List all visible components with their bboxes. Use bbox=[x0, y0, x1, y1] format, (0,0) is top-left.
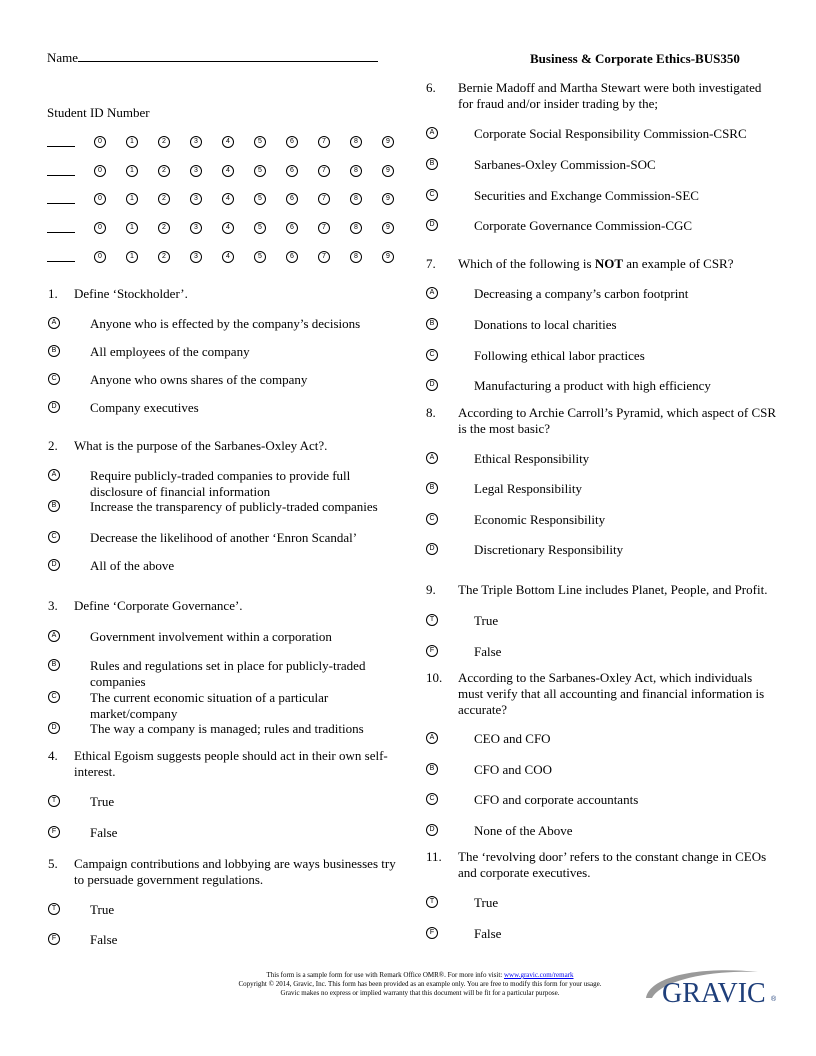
answer-bubble-a[interactable]: A bbox=[48, 630, 60, 642]
question-text: Define ‘Stockholder’. bbox=[74, 286, 188, 301]
answer-option-text: Donations to local charities bbox=[474, 317, 617, 332]
student-id-bubble[interactable]: 8 bbox=[350, 222, 362, 234]
student-id-write-line[interactable] bbox=[47, 146, 75, 147]
student-id-bubble[interactable]: 8 bbox=[350, 136, 362, 148]
student-id-bubble[interactable]: 0 bbox=[94, 165, 106, 177]
answer-bubble-c[interactable]: C bbox=[426, 189, 438, 201]
footer-line-2: Copyright © 2014, Gravic, Inc. This form has been provided as an example only. You are free to modify this form for your usage. bbox=[238, 980, 602, 988]
answer-bubble-t[interactable]: T bbox=[48, 903, 60, 915]
answer-bubble-t[interactable]: T bbox=[426, 896, 438, 908]
footer-link[interactable]: www.gravic.com/remark bbox=[503, 971, 574, 979]
student-id-bubble[interactable]: 8 bbox=[350, 165, 362, 177]
answer-option-text: False bbox=[474, 926, 502, 941]
student-id-bubble[interactable]: 0 bbox=[94, 251, 106, 263]
answer-option-text: All of the above bbox=[90, 558, 175, 573]
student-id-bubble[interactable]: 9 bbox=[382, 193, 394, 205]
student-id-bubble[interactable]: 4 bbox=[222, 136, 234, 148]
student-id-bubble[interactable]: 3 bbox=[190, 165, 202, 177]
student-id-bubble[interactable]: 1 bbox=[126, 251, 138, 263]
answer-option-text: CEO and CFO bbox=[474, 731, 551, 746]
student-id-write-line[interactable] bbox=[47, 261, 75, 262]
answer-bubble-d[interactable]: D bbox=[48, 401, 60, 413]
student-id-bubble[interactable]: 6 bbox=[286, 165, 298, 177]
student-id-bubble[interactable]: 5 bbox=[254, 165, 266, 177]
answer-option-text: The current economic situation of a particular market/company bbox=[90, 690, 329, 721]
question-number: 3. bbox=[48, 598, 58, 613]
student-id-bubble[interactable]: 4 bbox=[222, 165, 234, 177]
student-id-write-line[interactable] bbox=[47, 203, 75, 204]
answer-bubble-c[interactable]: C bbox=[426, 793, 438, 805]
answer-option-text: Sarbanes-Oxley Commission-SOC bbox=[474, 157, 656, 172]
answer-option-text: Corporate Social Responsibility Commission-CSRC bbox=[474, 126, 747, 141]
answer-bubble-b[interactable]: B bbox=[426, 482, 438, 494]
answer-option-text: None of the Above bbox=[474, 823, 573, 838]
answer-option-text: Require publicly-traded companies to provide full disclosure of financial information bbox=[90, 468, 351, 499]
student-id-bubble[interactable]: 5 bbox=[254, 222, 266, 234]
question-text: What is the purpose of the Sarbanes-Oxley Act?. bbox=[74, 438, 328, 453]
question-text: According to the Sarbanes-Oxley Act, which individuals must verify that all accounting and financial information is accurate? bbox=[458, 670, 765, 717]
question-text-part: Which of the following is bbox=[458, 256, 595, 271]
answer-option-text: Following ethical labor practices bbox=[474, 348, 645, 363]
student-id-bubble[interactable]: 1 bbox=[126, 165, 138, 177]
answer-option-text: Corporate Governance Commission-CGC bbox=[474, 218, 693, 233]
answer-option-text: The way a company is managed; rules and traditions bbox=[90, 721, 364, 736]
answer-option-text: Anyone who is effected by the company’s decisions bbox=[90, 316, 361, 331]
answer-option-text: Increase the transparency of publicly-traded companies bbox=[90, 499, 378, 514]
answer-bubble-b[interactable]: B bbox=[48, 345, 60, 357]
answer-option-text: False bbox=[90, 825, 118, 840]
student-id-bubble[interactable]: 2 bbox=[158, 251, 170, 263]
answer-option-text: CFO and COO bbox=[474, 762, 553, 777]
student-id-bubble[interactable]: 6 bbox=[286, 222, 298, 234]
answer-bubble-b[interactable]: B bbox=[48, 659, 60, 671]
student-id-bubble[interactable]: 9 bbox=[382, 136, 394, 148]
answer-option-text: True bbox=[474, 895, 499, 910]
answer-bubble-f[interactable]: F bbox=[48, 826, 60, 838]
footer-text-1: This form is a sample form for use with Remark Office OMR®. For more info visit: bbox=[266, 971, 504, 979]
course-title: Business & Corporate Ethics-BUS350 bbox=[530, 51, 740, 66]
answer-bubble-d[interactable]: D bbox=[426, 379, 438, 391]
answer-bubble-d[interactable]: D bbox=[426, 824, 438, 836]
student-id-bubble[interactable]: 9 bbox=[382, 222, 394, 234]
student-id-bubble[interactable]: 7 bbox=[318, 193, 330, 205]
answer-option-text: CFO and corporate accountants bbox=[474, 792, 639, 807]
answer-option-text: Securities and Exchange Commission-SEC bbox=[474, 188, 699, 203]
student-id-bubble[interactable]: 5 bbox=[254, 136, 266, 148]
question-number: 2. bbox=[48, 438, 58, 453]
answer-bubble-t[interactable]: T bbox=[426, 614, 438, 626]
answer-bubble-a[interactable]: A bbox=[426, 452, 438, 464]
question-number: 10. bbox=[426, 670, 443, 685]
student-id-bubble[interactable]: 6 bbox=[286, 251, 298, 263]
answer-option-text: All employees of the company bbox=[90, 344, 250, 359]
question-number: 1. bbox=[48, 286, 58, 301]
student-id-bubble[interactable]: 0 bbox=[94, 193, 106, 205]
answer-bubble-c[interactable]: C bbox=[426, 349, 438, 361]
student-id-bubble[interactable]: 2 bbox=[158, 136, 170, 148]
student-id-bubble[interactable]: 7 bbox=[318, 251, 330, 263]
answer-bubble-b[interactable]: B bbox=[426, 763, 438, 775]
footer-line-3: Gravic makes no express or implied warranty that this document will be fit for a particular purpose. bbox=[280, 989, 560, 997]
student-id-bubble[interactable]: 1 bbox=[126, 193, 138, 205]
student-id-bubble[interactable]: 7 bbox=[318, 222, 330, 234]
answer-option-text: False bbox=[90, 932, 118, 947]
question-number: 5. bbox=[48, 856, 58, 871]
answer-option-text: False bbox=[474, 644, 502, 659]
answer-bubble-a[interactable]: A bbox=[48, 317, 60, 329]
student-id-bubble[interactable]: 4 bbox=[222, 222, 234, 234]
answer-bubble-a[interactable]: A bbox=[426, 732, 438, 744]
answer-option-text: True bbox=[474, 613, 499, 628]
student-id-bubble[interactable]: 9 bbox=[382, 165, 394, 177]
question-number: 7. bbox=[426, 256, 436, 271]
answer-option-text: Discretionary Responsibility bbox=[474, 542, 624, 557]
answer-bubble-d[interactable]: D bbox=[426, 219, 438, 231]
question-emphasis: NOT bbox=[594, 256, 624, 271]
answer-option-text: Company executives bbox=[90, 400, 199, 415]
question-text: According to Archie Carroll’s Pyramid, which aspect of CSR is the most basic? bbox=[458, 405, 777, 436]
question-number: 9. bbox=[426, 582, 436, 597]
name-label: Name bbox=[47, 50, 79, 65]
answer-bubble-f[interactable]: F bbox=[426, 645, 438, 657]
student-id-bubble[interactable]: 5 bbox=[254, 251, 266, 263]
name-field[interactable] bbox=[47, 50, 378, 66]
answer-bubble-d[interactable]: D bbox=[426, 543, 438, 555]
student-id-bubble[interactable]: 4 bbox=[222, 193, 234, 205]
student-id-bubble[interactable]: 4 bbox=[222, 251, 234, 263]
student-id-bubble[interactable]: 2 bbox=[158, 165, 170, 177]
question-number: 11. bbox=[426, 849, 442, 864]
question-text: Bernie Madoff and Martha Stewart were both investigated for fraud and/or insider trading by the; bbox=[458, 80, 762, 111]
answer-option-text: Legal Responsibility bbox=[474, 481, 582, 496]
question-number: 8. bbox=[426, 405, 436, 420]
answer-bubble-d[interactable]: D bbox=[48, 559, 60, 571]
question-text: Ethical Egoism suggests people should act in their own self-interest. bbox=[74, 748, 388, 779]
answer-bubble-t[interactable]: T bbox=[48, 795, 60, 807]
answer-bubble-f[interactable]: F bbox=[48, 933, 60, 945]
student-id-bubble[interactable]: 1 bbox=[126, 136, 138, 148]
answer-option-text: True bbox=[90, 902, 115, 917]
student-id-bubble[interactable]: 3 bbox=[190, 193, 202, 205]
student-id-bubble[interactable]: 1 bbox=[126, 222, 138, 234]
answer-option-text: Manufacturing a product with high efficiency bbox=[474, 378, 711, 393]
student-id-bubble[interactable]: 6 bbox=[286, 136, 298, 148]
answer-bubble-b[interactable]: B bbox=[426, 318, 438, 330]
answer-bubble-b[interactable]: B bbox=[426, 158, 438, 170]
answer-option-text: Anyone who owns shares of the company bbox=[90, 372, 308, 387]
question-text-part: an example of CSR? bbox=[623, 256, 734, 271]
answer-bubble-c[interactable]: C bbox=[48, 373, 60, 385]
student-id-bubble[interactable]: 7 bbox=[318, 136, 330, 148]
logo-registered-mark: ® bbox=[771, 996, 777, 1003]
question-number: 6. bbox=[426, 80, 436, 95]
answer-option-text: Ethical Responsibility bbox=[474, 451, 590, 466]
student-id-bubble[interactable]: 7 bbox=[318, 165, 330, 177]
question-text: Campaign contributions and lobbying are ways businesses try to persuade government regulations. bbox=[74, 856, 396, 887]
footer-line-1 bbox=[160, 971, 680, 980]
question-text: The ‘revolving door’ refers to the constant change in CEOs and corporate executives. bbox=[458, 849, 767, 880]
answer-option-text: Rules and regulations set in place for publicly-traded companies bbox=[90, 658, 366, 689]
student-id-bubble[interactable]: 3 bbox=[190, 136, 202, 148]
name-blank-line bbox=[78, 61, 378, 62]
answer-option-text: Government involvement within a corporation bbox=[90, 629, 332, 644]
logo-text: GRAVIC bbox=[662, 978, 766, 1008]
question-text bbox=[458, 256, 778, 272]
answer-bubble-d[interactable]: D bbox=[48, 722, 60, 734]
student-id-bubble[interactable]: 8 bbox=[350, 251, 362, 263]
student-id-bubble[interactable]: 3 bbox=[190, 222, 202, 234]
student-id-bubble[interactable]: 2 bbox=[158, 193, 170, 205]
student-id-bubble[interactable]: 0 bbox=[94, 222, 106, 234]
student-id-bubble[interactable]: 0 bbox=[94, 136, 106, 148]
gravic-logo bbox=[640, 964, 780, 1008]
answer-bubble-a[interactable]: A bbox=[48, 469, 60, 481]
answer-bubble-c[interactable]: C bbox=[48, 691, 60, 703]
student-id-bubble[interactable]: 8 bbox=[350, 193, 362, 205]
student-id-write-line[interactable] bbox=[47, 175, 75, 176]
student-id-label: Student ID Number bbox=[47, 105, 150, 120]
question-text: The Triple Bottom Line includes Planet, People, and Profit. bbox=[458, 582, 768, 597]
answer-option-text: True bbox=[90, 794, 115, 809]
question-text: Define ‘Corporate Governance’. bbox=[74, 598, 243, 613]
question-number: 4. bbox=[48, 748, 58, 763]
student-id-bubble[interactable]: 5 bbox=[254, 193, 266, 205]
student-id-bubble[interactable]: 2 bbox=[158, 222, 170, 234]
answer-option-text: Economic Responsibility bbox=[474, 512, 606, 527]
student-id-bubble[interactable]: 3 bbox=[190, 251, 202, 263]
answer-bubble-c[interactable]: C bbox=[426, 513, 438, 525]
student-id-bubble[interactable]: 9 bbox=[382, 251, 394, 263]
answer-bubble-c[interactable]: C bbox=[48, 531, 60, 543]
answer-bubble-a[interactable]: A bbox=[426, 287, 438, 299]
answer-bubble-a[interactable]: A bbox=[426, 127, 438, 139]
answer-option-text: Decrease the likelihood of another ‘Enron Scandal’ bbox=[90, 530, 358, 545]
student-id-bubble[interactable]: 6 bbox=[286, 193, 298, 205]
student-id-write-line[interactable] bbox=[47, 232, 75, 233]
answer-option-text: Decreasing a company’s carbon footprint bbox=[474, 286, 689, 301]
answer-bubble-f[interactable]: F bbox=[426, 927, 438, 939]
answer-bubble-b[interactable]: B bbox=[48, 500, 60, 512]
